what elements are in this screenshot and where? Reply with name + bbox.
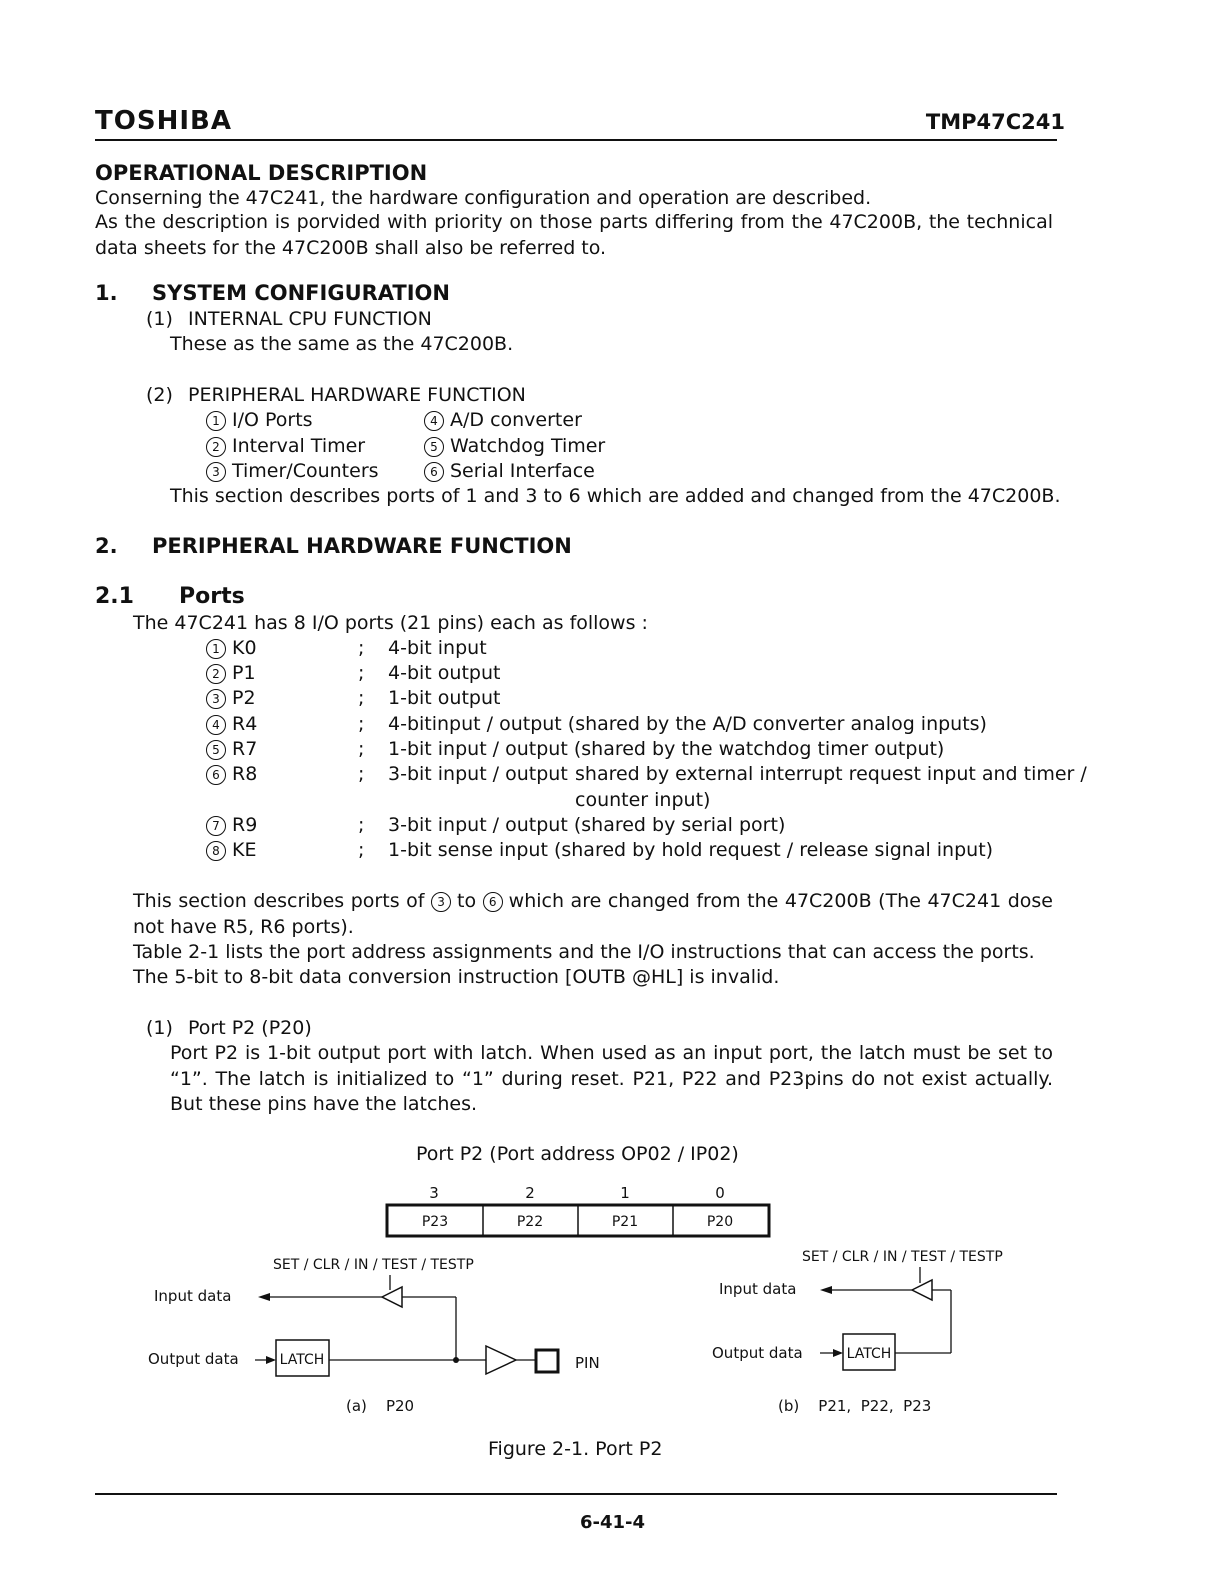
input-arrowhead-b: [820, 1286, 832, 1294]
sub1-title: INTERNAL CPU FUNCTION: [188, 308, 432, 330]
port-num: 7 R9: [206, 813, 257, 837]
port-desc: 3-bit input / output (shared by serial port): [388, 814, 786, 836]
output-data-label-b: Output data: [712, 1344, 803, 1362]
bit-number: 1: [620, 1184, 630, 1202]
circled-number: 5: [424, 437, 444, 457]
circled-number: 6: [206, 765, 226, 785]
hw-item-4: 4 A/D converter: [424, 408, 582, 432]
intro-line-2: As the description is porvided with priority on those parts differing from the 47C200B, the technical data sheets for the 47C200B shall also be referred to.: [95, 211, 1053, 259]
section-title-operational: OPERATIONAL DESCRIPTION: [95, 161, 428, 185]
input-arrowhead-a: [258, 1293, 270, 1301]
port-sep: ;: [358, 687, 365, 709]
sub2-label: (2): [146, 384, 173, 406]
port-desc-cont: counter input): [575, 789, 711, 811]
port-num: 5 R7: [206, 737, 257, 761]
ports-lead: The 47C241 has 8 I/O ports (21 pins) each as follows :: [133, 612, 648, 634]
register-title: Port P2 (Port address OP02 / IP02): [416, 1143, 739, 1165]
circled-number: 7: [206, 816, 226, 836]
port-sep: ;: [358, 713, 365, 735]
circled-number: 2: [206, 664, 226, 684]
port-num: 2 P1: [206, 661, 256, 685]
port-num: 8 KE: [206, 838, 256, 862]
input-buffer-a: [382, 1287, 402, 1307]
ports-paragraph-3: The 5-bit to 8-bit data conversion instruction [OUTB @HL] is invalid.: [133, 966, 780, 988]
hw-item-2: 2 Interval Timer: [206, 434, 365, 458]
port-sep: ;: [358, 839, 365, 861]
port-desc: 1-bit output: [388, 687, 501, 709]
figure-caption: Figure 2-1. Port P2: [488, 1438, 663, 1460]
port-p2-text: Port P2 is 1-bit output port with latch. When used as an input port, the latch must be set to “1”. The latch is initialized to “1” during reset. P21, P22 and P23pins do not exist actually. But these pins have the latches.: [170, 1042, 1053, 1115]
bit-name: P21: [611, 1214, 639, 1230]
junction-dot-a: [453, 1357, 459, 1363]
port-desc: 3-bit input / output: [388, 763, 568, 785]
input-data-label-b: Input data: [719, 1280, 797, 1298]
output-data-label-a: Output data: [148, 1350, 239, 1368]
section-1-number: 1.: [95, 281, 118, 305]
bit-number: 0: [715, 1184, 725, 1202]
ports-paragraph-1: This section describes ports of 3 to 6 which are changed from the 47C200B (The 47C241 dose not have R5, R6 ports).: [133, 890, 1053, 938]
brand-logo: TOSHIBA: [95, 106, 232, 136]
circled-number: 5: [206, 740, 226, 760]
section-2-1-number: 2.1: [95, 584, 134, 609]
port-p2-label: (1): [146, 1017, 173, 1039]
output-buffer-a: [486, 1346, 516, 1374]
hw-item-6: 6 Serial Interface: [424, 459, 595, 483]
circled-number: 8: [206, 841, 226, 861]
port-sep: ;: [358, 662, 365, 684]
port-desc: 4-bitinput / output (shared by the A/D converter analog inputs): [388, 713, 987, 735]
bit-number: 3: [429, 1184, 439, 1202]
footer-rule: [95, 1493, 1057, 1495]
sub2-title: PERIPHERAL HARDWARE FUNCTION: [188, 384, 526, 406]
latch-label-b: LATCH: [846, 1346, 892, 1362]
hw-item-1: 1 I/O Ports: [206, 408, 313, 432]
sub1-text: These as the same as the 47C200B.: [170, 333, 514, 355]
section-1-title: SYSTEM CONFIGURATION: [152, 281, 450, 305]
caption-b: (b) P21, P22, P23: [778, 1397, 932, 1415]
circled-number: 4: [424, 411, 444, 431]
intro-line-1: Conserning the 47C241, the hardware configuration and operation are described.: [95, 187, 872, 209]
latch-label-a: LATCH: [279, 1352, 325, 1368]
output-arrowhead-b: [833, 1349, 843, 1357]
port-desc: 4-bit input: [388, 637, 487, 659]
circled-number: 2: [206, 437, 226, 457]
section-2-number: 2.: [95, 534, 118, 558]
port-num: 3 P2: [206, 686, 256, 710]
port-sep: ;: [358, 814, 365, 836]
pin-square-a: [536, 1350, 558, 1372]
bit-name: P20: [706, 1214, 734, 1230]
page-number: 6-41-4: [579, 1512, 646, 1533]
port-p2-title: Port P2 (P20): [188, 1017, 312, 1039]
circled-number: 1: [206, 411, 226, 431]
port-num: 1 K0: [206, 636, 257, 660]
section-2-1-title: Ports: [179, 584, 245, 609]
header-rule: [95, 139, 1057, 141]
circled-number: 4: [206, 715, 226, 735]
sub1-label: (1): [146, 308, 173, 330]
model-number: TMP47C241: [925, 110, 1065, 134]
port-sep: ;: [358, 637, 365, 659]
bit-name: P23: [421, 1214, 449, 1230]
circled-number: 6: [424, 462, 444, 482]
circled-number: 3: [206, 462, 226, 482]
hw-item-3: 3 Timer/Counters: [206, 459, 379, 483]
circled-number: 6: [483, 892, 503, 912]
hw-item-5: 5 Watchdog Timer: [424, 434, 605, 458]
input-data-label-a: Input data: [154, 1287, 232, 1305]
section-2-title: PERIPHERAL HARDWARE FUNCTION: [152, 534, 572, 558]
input-buffer-b: [912, 1280, 932, 1300]
output-arrowhead-a: [266, 1356, 276, 1364]
port-num: 6 R8: [206, 762, 257, 786]
port-sep: ;: [358, 738, 365, 760]
circled-number: 3: [206, 689, 226, 709]
circled-number: 1: [206, 639, 226, 659]
ports-paragraph-2: Table 2-1 lists the port address assignments and the I/O instructions that can access the ports.: [133, 941, 1035, 963]
port-num: 4 R4: [206, 712, 257, 736]
bit-name: P22: [516, 1214, 544, 1230]
pin-label-a: PIN: [575, 1354, 600, 1372]
bit-number: 2: [525, 1184, 535, 1202]
port-desc: 1-bit sense input (shared by hold request / release signal input): [388, 839, 994, 861]
port-p2-figure: [0, 1175, 1225, 1475]
port-desc-cont: shared by external interrupt request input and timer /: [575, 763, 1087, 785]
caption-a: (a) P20: [346, 1397, 415, 1415]
instruction-label-a: SET / CLR / IN / TEST / TESTP: [273, 1257, 474, 1273]
circled-number: 3: [431, 892, 451, 912]
sub2-note: This section describes ports of 1 and 3 to 6 which are added and changed from the 47C200B.: [170, 485, 1061, 507]
port-desc: 4-bit output: [388, 662, 501, 684]
instruction-label-b: SET / CLR / IN / TEST / TESTP: [802, 1249, 1003, 1265]
port-desc: 1-bit input / output (shared by the watchdog timer output): [388, 738, 945, 760]
port-sep: ;: [358, 763, 365, 785]
